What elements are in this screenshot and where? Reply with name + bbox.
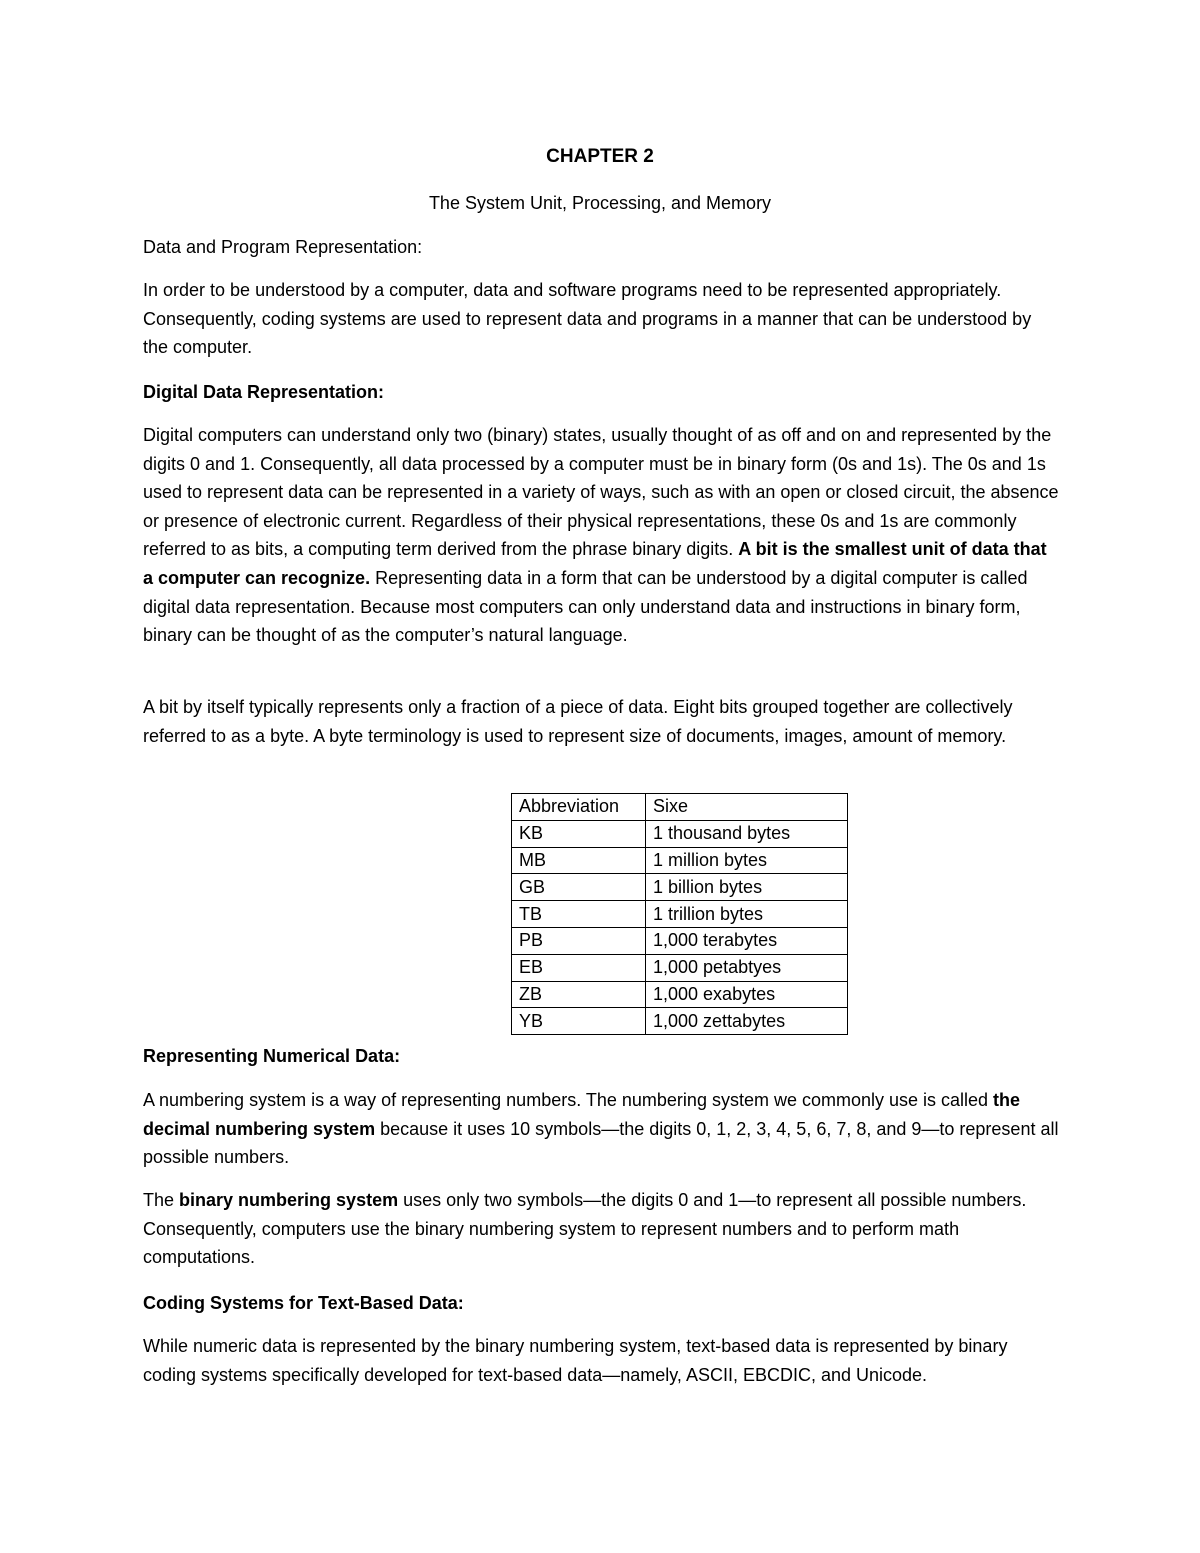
unit-abbreviation: GB [512, 874, 646, 901]
header-size: Sixe [646, 794, 848, 821]
unit-size: 1,000 exabytes [646, 981, 848, 1008]
table-row [512, 901, 848, 928]
unit-size: 1,000 zettabytes [646, 1008, 848, 1035]
decimal-text-1: A numbering system is a way of representing numbers. The numbering system we commonly use is called [143, 1090, 994, 1110]
byte-paragraph: A bit by itself typically represents only a fraction of a piece of data. Eight bits grouped together are collectively referred to as a byte. A byte terminology is used to represent size of documents, images, amount of memory. [143, 697, 1013, 746]
binary-text-2: uses only two symbols—the digits 0 and 1—to represent all possible numbers. Consequently, computers use the binary numbering system to represent numbers and to perform math computations. [143, 1190, 1027, 1268]
unit-size: 1 thousand bytes [646, 820, 848, 847]
decimal-system-bold: the decimal numbering system [143, 1090, 1021, 1139]
table-row [512, 874, 848, 901]
coding-systems-paragraph: While numeric data is represented by the binary numbering system, text-based data is represented by binary coding systems specifically developed for text-based data—namely, ASCII, EBCDIC, and Unicode. [143, 1336, 1008, 1385]
unit-size: 1,000 terabytes [646, 927, 848, 954]
decimal-paragraph [143, 1086, 1061, 1172]
unit-abbreviation: YB [512, 1008, 646, 1035]
table-row [512, 1008, 848, 1035]
chapter-subtitle: The System Unit, Processing, and Memory [428, 193, 772, 213]
binary-text-1: The [143, 1190, 180, 1210]
table-header-row [512, 794, 848, 821]
unit-abbreviation: EB [512, 954, 646, 981]
binary-paragraph [143, 1186, 1061, 1272]
unit-abbreviation: KB [512, 820, 646, 847]
byte-units-table [511, 793, 848, 1035]
unit-size: 1,000 petabtyes [646, 954, 848, 981]
unit-size: 1 billion bytes [646, 874, 848, 901]
table-row [512, 847, 848, 874]
unit-abbreviation: PB [512, 927, 646, 954]
table-row [512, 820, 848, 847]
unit-size: 1 million bytes [646, 847, 848, 874]
unit-size: 1 trillion bytes [646, 901, 848, 928]
digital-data-paragraph [143, 421, 1061, 650]
chapter-title: CHAPTER 2 [546, 146, 654, 167]
data-program-paragraph: In order to be understood by a computer, data and software programs need to be represented appropriately. Consequently, coding systems are used to represent data and programs in a manner that can be understood by the computer. [143, 280, 1032, 358]
unit-abbreviation: MB [512, 847, 646, 874]
bit-definition-bold: A bit is the smallest unit of data that a computer can recognize. [143, 539, 1047, 588]
binary-system-bold: binary numbering system [179, 1190, 399, 1210]
digital-data-heading: Digital Data Representation: [143, 382, 385, 402]
table-row [512, 954, 848, 981]
unit-abbreviation: TB [512, 901, 646, 928]
table-row [512, 927, 848, 954]
numerical-data-heading: Representing Numerical Data: [143, 1046, 401, 1066]
digital-data-text-1: Digital computers can understand only two (binary) states, usually thought of as off and on and represented by the digits 0 and 1. Consequently, all data processed by a computer must be in binary form (0s and 1s). The 0s and 1s used to represent data can be represented in a variety of ways, such as with an open or closed circuit, the absence or presence of electronic current. Regardless of their physical representations, these 0s and 1s are commonly referred to as bits, a computing term derived from the phrase binary digits. [143, 425, 1059, 560]
digital-data-text-2: Representing data in a form that can be understood by a digital computer is called digital data representation. Because most computers can only understand data and instructions in binary form, binary can be thought of as the computer’s natural language. [143, 567, 1028, 646]
header-abbreviation: Abbreviation [512, 794, 646, 821]
table-row [512, 981, 848, 1008]
data-program-heading: Data and Program Representation: [143, 237, 423, 257]
coding-systems-heading: Coding Systems for Text-Based Data: [143, 1293, 464, 1313]
unit-abbreviation: ZB [512, 981, 646, 1008]
decimal-text-2: because it uses 10 symbols—the digits 0, 1, 2, 3, 4, 5, 6, 7, 8, and 9—to represent all possible numbers. [143, 1118, 1059, 1168]
